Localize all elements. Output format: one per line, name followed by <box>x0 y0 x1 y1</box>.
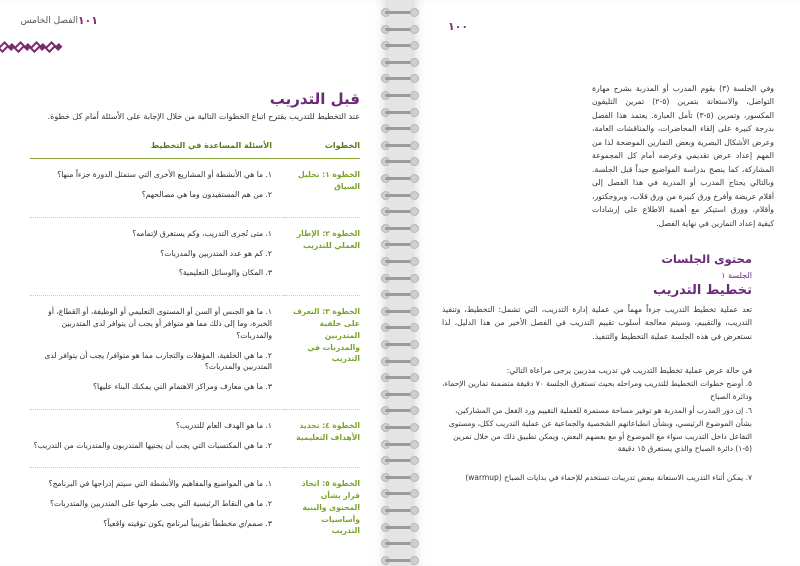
questions-header: الأسئلة المساعدة في التخطيط <box>30 140 284 159</box>
session-paragraph: تعد عملية تخطيط التدريب جزءاً مهماً من عملية إدارة التدريب، التي تشمل: التخطيط، وتنفيذ التدريب، والتقييم، وسيتم معالجة أسلوب تقييم التدريب في الفصل الأخير من هذا الدليل، لذا نستعرض في هذه الجلسة عملية التخطيط والتنفيذ. <box>442 305 752 341</box>
binding-ring <box>381 406 419 415</box>
binding-ring <box>381 357 419 366</box>
chapter-label: الفصل الخامس <box>20 16 78 26</box>
table-row <box>30 468 360 546</box>
list-intro: في حالة عرض عملية تخطيط التدريب في تدريب مدربين يرجى مراعاة التالي: <box>506 366 752 375</box>
right-page <box>412 0 800 566</box>
binding-ring <box>381 8 419 17</box>
question-item: ٢. كم هو عدد المتدربين والمدربات؟ <box>160 248 272 258</box>
binding-ring <box>381 108 419 117</box>
binding-ring <box>381 390 419 399</box>
binding-ring <box>381 506 419 515</box>
binding-ring <box>381 323 419 332</box>
binding-ring <box>381 74 419 83</box>
binding-ring <box>381 440 419 449</box>
binding-ring <box>381 539 419 548</box>
binding-ring <box>381 191 419 200</box>
question-item: ١. ما هو الهدف العام للتدريب؟ <box>175 420 272 430</box>
binding-ring <box>381 274 419 283</box>
binding-ring <box>381 340 419 349</box>
question-item: ٢. من هم المستفيدون وما هي مصالحهم؟ <box>141 190 272 200</box>
table-row <box>30 296 360 410</box>
binding-ring <box>381 307 419 316</box>
binding-ring <box>381 240 419 249</box>
question-item: ٣. صمم/ي مخططاً تقريبياً لبرنامج يكون توقيته واقعياً؟ <box>103 518 272 528</box>
question-item: ٢. ما هي المكتسبات التي يجب أن يجنيها المتدربون والمتدربات من التدريب؟ <box>33 440 272 450</box>
step-label: الخطوة ٣: التعرف على خلفية المتدربين والمدربات في التدريب <box>284 296 360 410</box>
binding-ring <box>381 290 419 299</box>
page-number: ١٠٠ <box>448 20 469 33</box>
binding-ring <box>381 58 419 67</box>
question-item: ٣. ما هي معارف ومراكز الاهتمام التي يمكنك البناء عليها؟ <box>92 382 272 392</box>
binding-ring <box>381 141 419 150</box>
decorative-ornament <box>0 40 62 54</box>
binding-ring <box>381 473 419 482</box>
question-item: ٢. ما هي النقاط الرئيسية التي يجب طرحها على المتدربين والمتدربات؟ <box>49 499 272 509</box>
list-item: ٥. أوضح خطوات التخطيط للتدريب ومراحله بحيث تستغرق الجلسة ٧٠ دقيقة متضمنة تمارين الإحماء، ودائرة الصباح <box>442 379 752 401</box>
binding-ring <box>381 373 419 382</box>
binding-ring <box>381 91 419 100</box>
step-label: الخطوة ٥: اتخاذ قرار بشأن المحتوى والبنية وأساسيات التدريب <box>284 468 360 546</box>
question-item: ٣. المكان والوسائل التعليمية؟ <box>178 268 272 278</box>
spiral-binding <box>378 0 422 566</box>
binding-ring <box>381 257 419 266</box>
binding-ring <box>381 25 419 34</box>
session-title: تخطيط التدريب <box>653 283 752 298</box>
binding-ring <box>381 489 419 498</box>
session-label: الجلسة ١ <box>721 271 752 280</box>
question-item: ١. ما هو الجنس أو السن أو المستوى التعليمي أو الوظيفة، أو القطاع، أو الخبرة، وما إلى ذلك مما هو متوافر أو يجب أن يتوافر لدى المتدربين والمدربات؟ <box>48 307 272 340</box>
binding-ring <box>381 423 419 432</box>
binding-ring <box>381 456 419 465</box>
question-item: ٢. ما هي الخلفية، المؤهلات والتجارب مما هو متوافر/ يجب أن يتوافر لدى المتدربين والمدربات؟ <box>44 350 272 372</box>
table-row <box>30 159 360 218</box>
question-item: ١. ما هي الأنشطة أو المشاريع الأخرى التي ستمثل الدورة جزءاً منها؟ <box>57 170 272 180</box>
binding-ring <box>381 523 419 532</box>
sessions-heading: محتوى الجلسات <box>661 252 752 266</box>
step-label: الخطوة ٢: الإطار العملي للتدريب <box>284 217 360 295</box>
binding-ring <box>381 157 419 166</box>
intro-text: عند التخطيط للتدريب يقترح اتباع الخطوات التالية من خلال الإجابة على الأسئلة أمام كل خطوة. <box>47 112 360 121</box>
left-page <box>0 0 388 566</box>
table-row <box>30 409 360 468</box>
binding-ring <box>381 174 419 183</box>
binding-ring <box>381 124 419 133</box>
step-label: الخطوة ١: تحليل السياق <box>298 170 360 192</box>
step-label: الخطوة ٤: تحديد الأهداف التعليمية <box>284 409 360 468</box>
list-item: ٧. يمكن أثناء التدريب الاستعانة ببعض تدريبات تستخدم للإحماء في بدايات الصباح (warmup) <box>465 473 752 482</box>
planning-steps-table <box>30 140 360 546</box>
question-item: ١. متى تُجرى التدريب، وكم يستغرق لإتمامه؟ <box>132 228 272 238</box>
table-row <box>30 217 360 295</box>
intro-paragraph: وفي الجلسة (٣) يقوم المدرب أو المدربة بشرح مهارة التواصل، والاستعانة بتمرين (٥-٢) تمرين التليفون المكسور، وتمرين (٥-٣) تأمل العبارة. يعتمد هذا الفصل بدرجة كبيرة على إلقاء المحاضرات، والمناقشات العامة، وعرض الأشكال البصرية وبعض التمارين الموضحة لذا من المهم إعداد عرض تقديمي وعرضه أمام كل المجموعة المشاركة، كما ينصح بدراسة المواضيع جيداً قبل الجلسة. وبالتالي يحتاج المدرب أو المدربة في هذا الفصل إلى أقلام عريضة وأفرخ ورق كبيرة من ورق قلاب، وبروجكتور، وأقلام، وورق استيكر مع أهمية الاطلاع على إرشادات كيفية إعداد التمارين في نهاية الفصل. <box>592 84 775 228</box>
section-title: قبل التدريب <box>269 90 360 108</box>
binding-ring <box>381 41 419 50</box>
page-number: ١٠١ <box>77 14 98 27</box>
binding-ring <box>381 224 419 233</box>
steps-header: الخطوات <box>284 140 360 159</box>
list-item: ٦. إن دور المدرب أو المدربة هو توفير مساحة مستمرة للعملية التقييم ورد الفعل من المشاركين، بشأن الموضوع الرئيسي، وبشأن انطباعاتهم الشخصية والجماعية عن عملية التدريب ككل، ومستوى التفاعل داخل التدريب سواء مع الموضوع أو مع بعضهم البعض، ويمكن تطبيق ذلك من خلال تمرين (٥-١) دائرة الصباح والذي يستغرق ١٥ دقيقة <box>448 406 752 454</box>
binding-ring <box>381 207 419 216</box>
question-item: ١. ما هي المواضيع والمفاهيم والأنشطة التي سيتم إدراجها في البرنامج؟ <box>48 479 272 489</box>
binding-ring <box>381 556 419 565</box>
